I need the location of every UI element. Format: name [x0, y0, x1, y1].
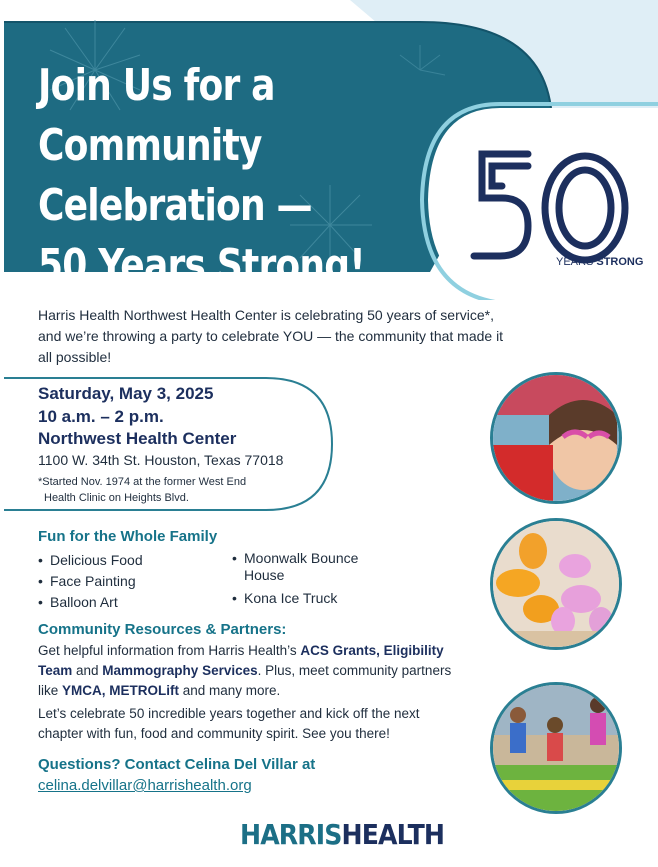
bounce-house-photo [490, 682, 622, 814]
community-section-title: Community Resources & Partners: [38, 621, 287, 638]
face-painting-photo [490, 372, 622, 504]
balloon-art-photo [490, 518, 622, 650]
closing-paragraph: Let’s celebrate 50 incredible years together and kick off the next chapter with fun, food and community spirit. See you there! [38, 706, 420, 741]
list-item: • Kona Ice Truck [232, 590, 392, 607]
list-item: • Balloon Art [38, 592, 143, 613]
logo-tagline: YEARS STRONG [556, 256, 644, 268]
fun-section-title: Fun for the Whole Family [38, 528, 218, 545]
contact-email-link[interactable]: celina.delvillar@harrishealth.org [38, 777, 252, 794]
list-item: • Delicious Food [38, 550, 143, 571]
contact-question: Questions? Contact Celina Del Villar at [38, 756, 316, 773]
community-paragraph: Get helpful information from Harris Health’s ACS Grants, Eligibility Team and Mammography Services. Plus, meet community partners like YMCA, METROLift and many more. [38, 643, 452, 698]
fifty-years-logo [470, 146, 630, 271]
list-item: • Moonwalk Bounce House [232, 550, 392, 584]
intro-paragraph: Harris Health Northwest Health Center is celebrating 50 years of service*, and we’re throwing a party to celebrate YOU — the community that made it all possible! [38, 307, 504, 365]
fun-list-right [232, 550, 392, 613]
headline-line-3: 50 Years Strong! [38, 240, 365, 291]
headline-line-2: Celebration — [38, 180, 312, 231]
list-item: • Face Painting [38, 571, 143, 592]
headline [38, 56, 497, 296]
headline-line-1: Join Us for a Community [38, 60, 275, 171]
harris-health-logo: HARRISHEALTH [240, 818, 445, 851]
event-venue: Northwest Health Center [38, 429, 237, 448]
event-footnote: *Started Nov. 1974 at the former West End Health Clinic on Heights Blvd. [38, 476, 247, 504]
fun-list-left [38, 550, 143, 613]
event-time: 10 a.m. – 2 p.m. [38, 407, 164, 426]
event-address: 1100 W. 34th St. Houston, Texas 77018 [38, 452, 284, 468]
event-date: Saturday, May 3, 2025 [38, 384, 214, 403]
